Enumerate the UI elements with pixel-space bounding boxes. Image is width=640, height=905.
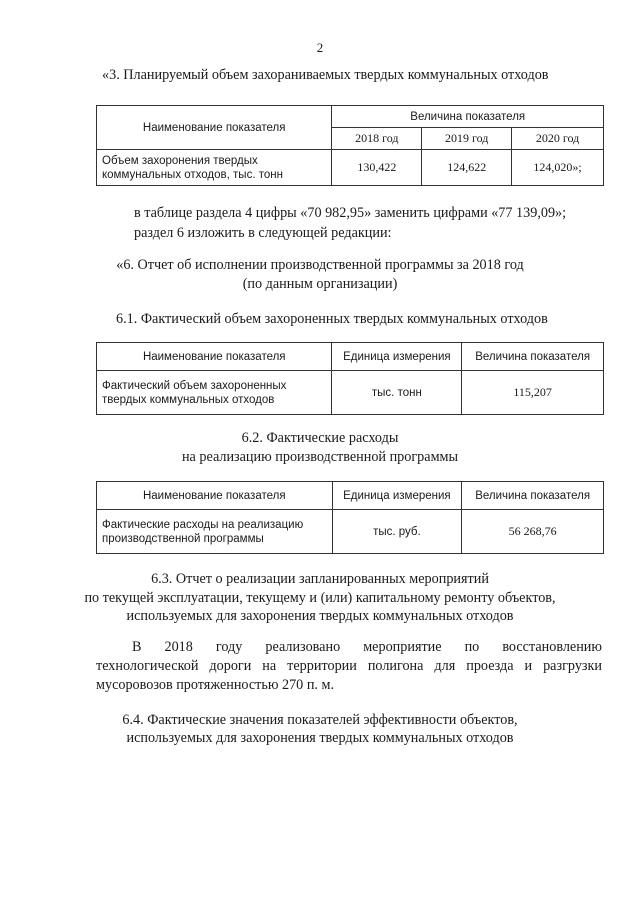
table-row-name: Объем захоронения твердых коммунальных отходов, тыс. тонн	[97, 150, 332, 186]
table-header-name: Наименование показателя	[97, 343, 332, 371]
section62-heading-line1: 6.2. Фактические расходы	[241, 430, 399, 446]
paragraph-line-1: В 2018 году реализовано мероприятие по восстановлению	[132, 639, 602, 655]
table-header-name: Наименование показателя	[97, 106, 332, 150]
page-number: 2	[316, 40, 324, 55]
instruction-line-1: в таблице раздела 4 цифры «70 982,95» заменить цифрами «77 139,09»;	[134, 205, 567, 221]
section6-heading-line1: «6. Отчет об исполнении производственной программы за 2018 год	[116, 257, 524, 273]
section62-heading-line2: на реализацию производственной программы	[181, 449, 459, 465]
table-header-unit: Единица измерения	[332, 343, 462, 371]
table-cell-value: 124,622	[422, 150, 512, 186]
instruction-line-2: раздел 6 изложить в следующей редакции:	[134, 225, 392, 241]
table-cell-value: 115,207	[462, 371, 604, 415]
section63-heading-line2: по текущей эксплуатации, текущему и (или) капитальному ремонту объектов,	[84, 590, 556, 606]
section63-heading-line3: используемых для захоронения твердых коммунальных отходов	[126, 608, 514, 624]
table-cell-unit: тыс. руб.	[332, 510, 462, 554]
table-header-value: Величина показателя	[462, 343, 604, 371]
actual-costs-table	[96, 481, 604, 554]
table-header-year: 2020 год	[512, 128, 604, 150]
actual-volume-table	[96, 342, 604, 415]
table-header-unit: Единица измерения	[332, 482, 462, 510]
section63-heading-line1: 6.3. Отчет о реализации запланированных мероприятий	[151, 571, 489, 587]
table-header-name: Наименование показателя	[97, 482, 333, 510]
section61-heading: 6.1. Фактический объем захороненных твердых коммунальных отходов	[116, 311, 548, 327]
table-header-year: 2018 год	[332, 128, 422, 150]
table-cell-unit: тыс. тонн	[332, 371, 462, 415]
table-cell-value: 130,422	[332, 150, 422, 186]
table-cell-value: 56 268,76	[462, 510, 604, 554]
table-header-value-group: Величина показателя	[332, 106, 604, 128]
paragraph-line-3: мусоровозов протяженностью 270 п. м.	[96, 677, 335, 693]
section3-heading: «3. Планируемый объем захораниваемых твердых коммунальных отходов	[102, 67, 549, 83]
table-row-name: Фактические расходы на реализацию производственной программы	[97, 510, 333, 554]
section6-heading-line2: (по данным организации)	[242, 276, 398, 292]
section64-heading-line2: используемых для захоронения твердых коммунальных отходов	[126, 730, 514, 746]
paragraph-line-2: технологической дороги на территории полигона для проезда и разгрузки	[96, 658, 602, 674]
table-cell-value: 124,020»;	[512, 150, 604, 186]
section64-heading-line1: 6.4. Фактические значения показателей эффективности объектов,	[122, 712, 518, 728]
table-header-value: Величина показателя	[462, 482, 604, 510]
table-header-year: 2019 год	[422, 128, 512, 150]
planned-volume-table	[96, 105, 604, 186]
table-row-name: Фактический объем захороненных твердых коммунальных отходов	[97, 371, 332, 415]
